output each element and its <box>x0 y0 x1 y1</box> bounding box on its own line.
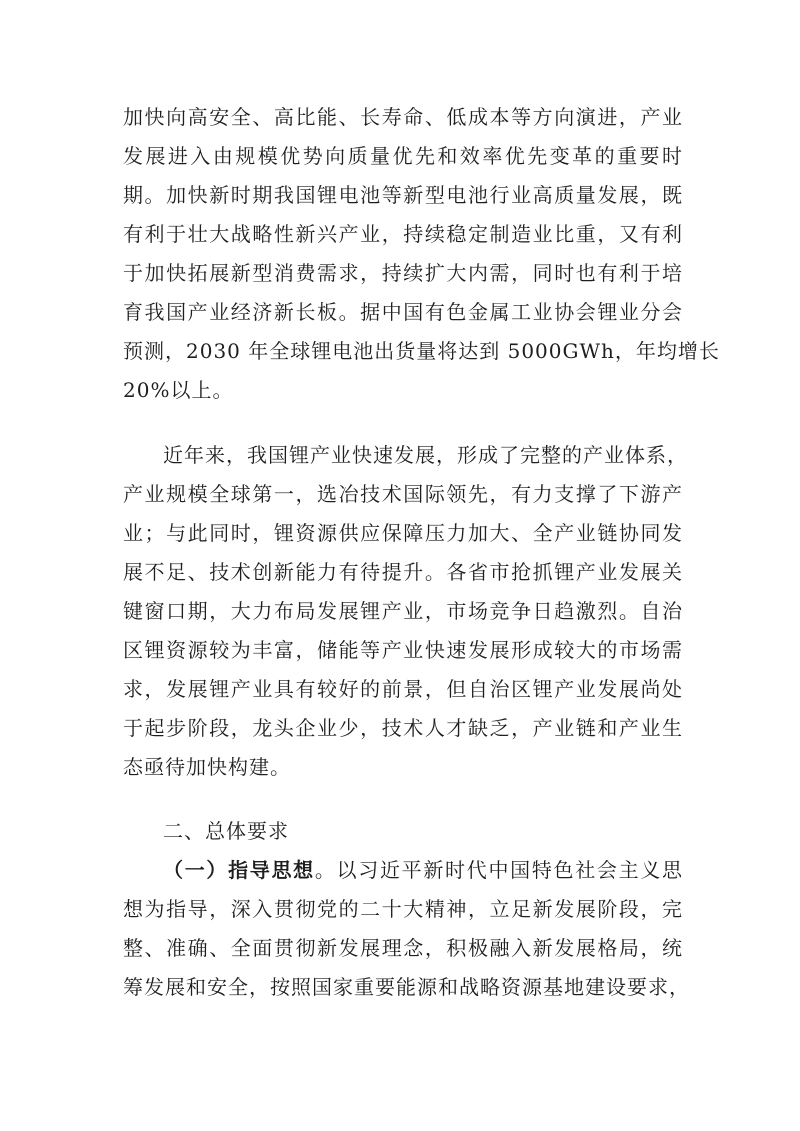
text-line: 加快向高安全、高比能、长寿命、低成本等方向演进，产业 <box>123 105 683 129</box>
text-line: 近年来，我国锂产业快速发展，形成了完整的产业体系， <box>163 443 688 467</box>
text-line: 20%以上。 <box>123 378 234 402</box>
text-line: 业；与此同时，锂资源供应保障压力加大、全产业链协同发 <box>123 521 683 545</box>
text-line: 键窗口期，大力布局发展锂产业，市场竞争日趋激烈。自治 <box>123 599 683 623</box>
text-line: 筹发展和安全，按照国家重要能源和战略资源基地建设要求， <box>123 975 690 999</box>
section-heading: 二、总体要求 <box>163 819 289 843</box>
text-line: 整、准确、全面贯彻新发展理念，积极融入新发展格局，统 <box>123 936 683 960</box>
text-line: 想为指导，深入贯彻党的二十大精神，立足新发展阶段，完 <box>123 897 683 921</box>
text-line: 求，发展锂产业具有较好的前景，但自治区锂产业发展尚处 <box>123 677 683 701</box>
text-line: 育我国产业经济新长板。据中国有色金属工业协会锂业分会 <box>123 300 683 324</box>
text-line: 产业规模全球第一，选冶技术国际领先，有力支撑了下游产 <box>123 482 683 506</box>
text-line: 期。加快新时期我国锂电池等新型电池行业高质量发展，既 <box>123 183 683 207</box>
subsection-heading: （一）指导思想 <box>163 858 315 882</box>
text-line: 展不足、技术创新能力有待提升。各省市抢抓锂产业发展关 <box>123 560 683 584</box>
text-line: 区锂资源较为丰富，储能等产业快速发展形成较大的市场需 <box>123 638 683 662</box>
text-line: 态亟待加快构建。 <box>123 755 291 779</box>
text-line-with-lead <box>163 853 683 887</box>
text-line: 于起步阶段，龙头企业少，技术人才缺乏，产业链和产业生 <box>123 716 683 740</box>
text-line: 有利于壮大战略性新兴产业，持续稳定制造业比重，又有利 <box>123 222 683 246</box>
text-fragment: 。以习近平新时代中国特色社会主义思 <box>314 858 684 882</box>
text-line: 于加快拓展新型消费需求，持续扩大内需，同时也有利于培 <box>123 261 683 285</box>
text-line: 预测，2030 年全球锂电池出货量将达到 5000GWh，年均增长 <box>123 339 720 363</box>
text-line: 发展进入由规模优势向质量优先和效率优先变革的重要时 <box>123 144 683 168</box>
